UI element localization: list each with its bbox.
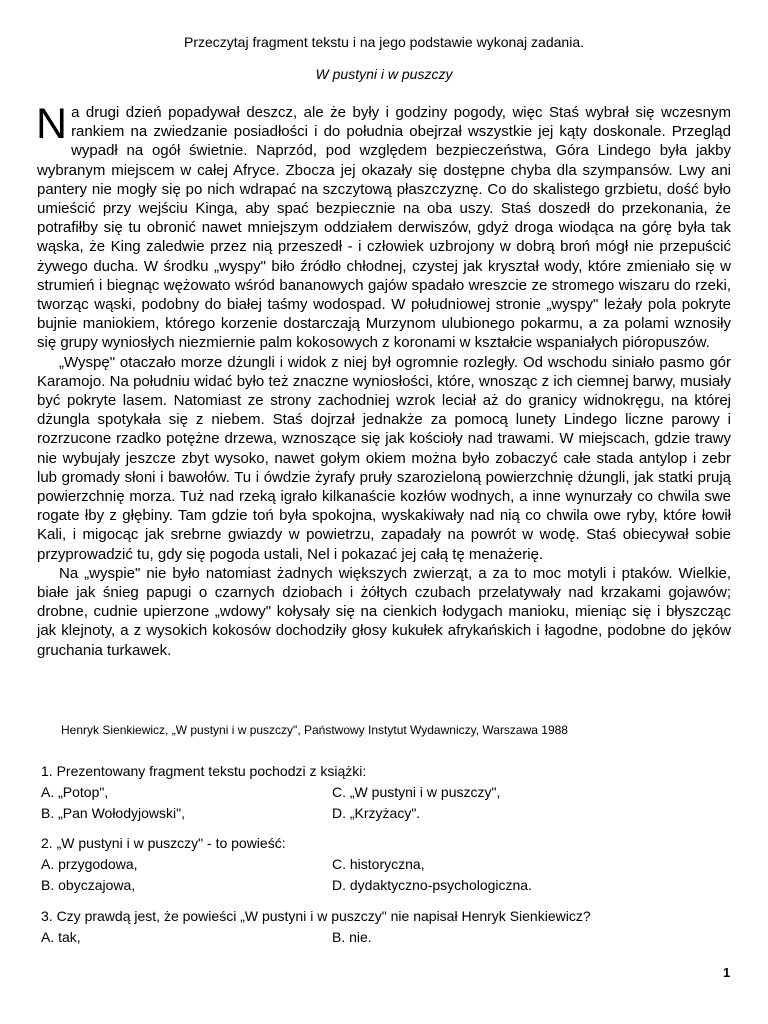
option-d: D. dydaktyczno-psychologiczna. [332,877,532,893]
options-row [41,927,731,948]
page-number: 1 [723,965,731,980]
question-text: 2. „W pustyni i w puszczy" - to powieść: [41,835,286,851]
source-citation: Henryk Sienkiewicz, „W pustyni i w puszczy", Państwowy Instytut Wydawniczy, Warszawa 1988 [61,723,568,737]
option-a: A. „Potop", [41,784,109,800]
story-paragraph-3: Na „wyspie" nie było natomiast żadnych większych zwierząt, a za to moc motyli i ptaków. Wielkie, białe jak śnieg papugi o czarnych dziobach i żółtych czubach przelatywały nad krzakami gojawów; drobne, cudnie upierzone „wdowy" kołysały się na cienkich łodygach manioku, mieniąc się i błyszcząc jak klejnoty, a z wysokich kokosów dochodziły głosy kukułek afrykańskich i łagodne, podobne do jęków gruchania turkawek. [37,564,731,659]
option-b: B. nie. [332,929,372,945]
question-3 [41,906,731,948]
option-a: A. przygodowa, [41,856,138,872]
question-1 [41,761,731,824]
option-d: D. „Krzyżacy". [332,805,421,821]
story-text [36,100,731,660]
options-row [41,803,731,824]
story-paragraph-1 [36,100,731,353]
options-row [41,875,731,896]
option-b: B. „Pan Wołodyjowski", [41,805,185,821]
instruction-text: Przeczytaj fragment tekstu i na jego podstawie wykonaj zadania. [184,34,584,50]
option-b: B. obyczajowa, [41,877,136,893]
option-c: C. historyczna, [332,856,425,872]
options-row [41,782,731,803]
question-text: 1. Prezentowany fragment tekstu pochodzi z książki: [41,763,367,779]
option-c: C. „W pustyni i w puszczy", [332,784,501,800]
story-paragraph-2: „Wyspę" otaczało morze dżungli i widok z niej był ogromnie rozległy. Od wschodu siniało pasmo gór Karamojo. Na południu widać było też znaczne wyniosłości, które, wnosząc z ich ciemnej barwy, musiały być pokryte lasem. Natomiast ze strony zachodniej wzrok leciał aż do granicy widnokręgu, na której dżungla spotykała się z niebem. Staś dojrzał jednakże za pomocą lunety Lindego liczne parowy i rozrzucone rzadko potężne drzewa, wznoszące się jak kościoły nad trawami. W miejscach, gdzie trawy nie wybujały jeszcze zbyt wysoko, nawet gołym okiem można było zobaczyć całe stada antylop i zebr lub gromady słoni i bawołów. Tu i ówdzie żyrafy pruły szarozieloną powierzchnię dżungli, jak statki prują powierzchnię morza. Tuż nad rzeką igrało kilkanaście kozłów wodnych, a inne wynurzały co chwila swe rogate łby z głębiny. Tam gdzie toń była spokojna, wyskakiwały nad nią co chwila owe ryby, które łowił Kali, i migocąc jak srebrne gwiazdy w powietrzu, zapadały na powrót w wodę. Staś obiecywał sobie przyprowadzić tu, gdy się pogoda ustali, Nel i pokazać jej całą tę menażerię. [37,353,731,563]
story-title: W pustyni i w puszczy [315,66,453,82]
question-text: 3. Czy prawdą jest, że powieści „W pustyni i w puszczy" nie napisał Henryk Sienkiewicz? [41,908,591,924]
story-paragraph-1-text: a drugi dzień popadywał deszcz, ale że były i godziny pogody, więc Staś wybrał się wczesnym rankiem na zwiedzanie posiadłości i do południa obejrzał wszystkie jej kąty doskonale. Przegląd wypadł na ogół świetnie. Naprzód, pod względem bezpieczeństwa, Góra Lindego była jakby wybranym miejscem w całej Afryce. Zbocza jej okazały się dostępne chyba dla szympansów. Lwy ani pantery nie mogły się po nich wdrapać na szczytową płaszczyznę. Co do skalistego grzbietu, dość było umieścić przy wejściu Kinga, aby spać bezpiecznie na oba uszy. Staś doszedł do przekonania, że potrafiłby się tu obronić nawet mniejszym oddziałem derwiszów, gdyż droga wiodąca na górę była tak wąska, że King zaledwie przez nią przeszedł - i człowiek uzbrojony w dobrą broń mógł nie przepuścić żywego ducha. W środku „wyspy" biło źródło chłodnej, czystej jak kryształ wody, które zmieniało się w strumień i biegnąc wężowato wśród bananowych gajów spadało wreszcie ze stromego wiszaru do rzeki, tworząc wąski, podobny do białej taśmy wodospad. W południowej stronie „wyspy" leżały pola pokryte bujnie maniokiem, którego korzenie dostarczają Murzynom ulubionego pokarmu, a za polami wznosiły się grupy wyniosłych niezmiernie palm kokosowych z koronami w kształcie wspaniałych pióropuszów. [37,104,731,352]
option-a: A. tak, [41,929,81,945]
drop-cap: N [36,100,68,148]
question-2 [41,833,731,896]
options-row [41,854,731,875]
